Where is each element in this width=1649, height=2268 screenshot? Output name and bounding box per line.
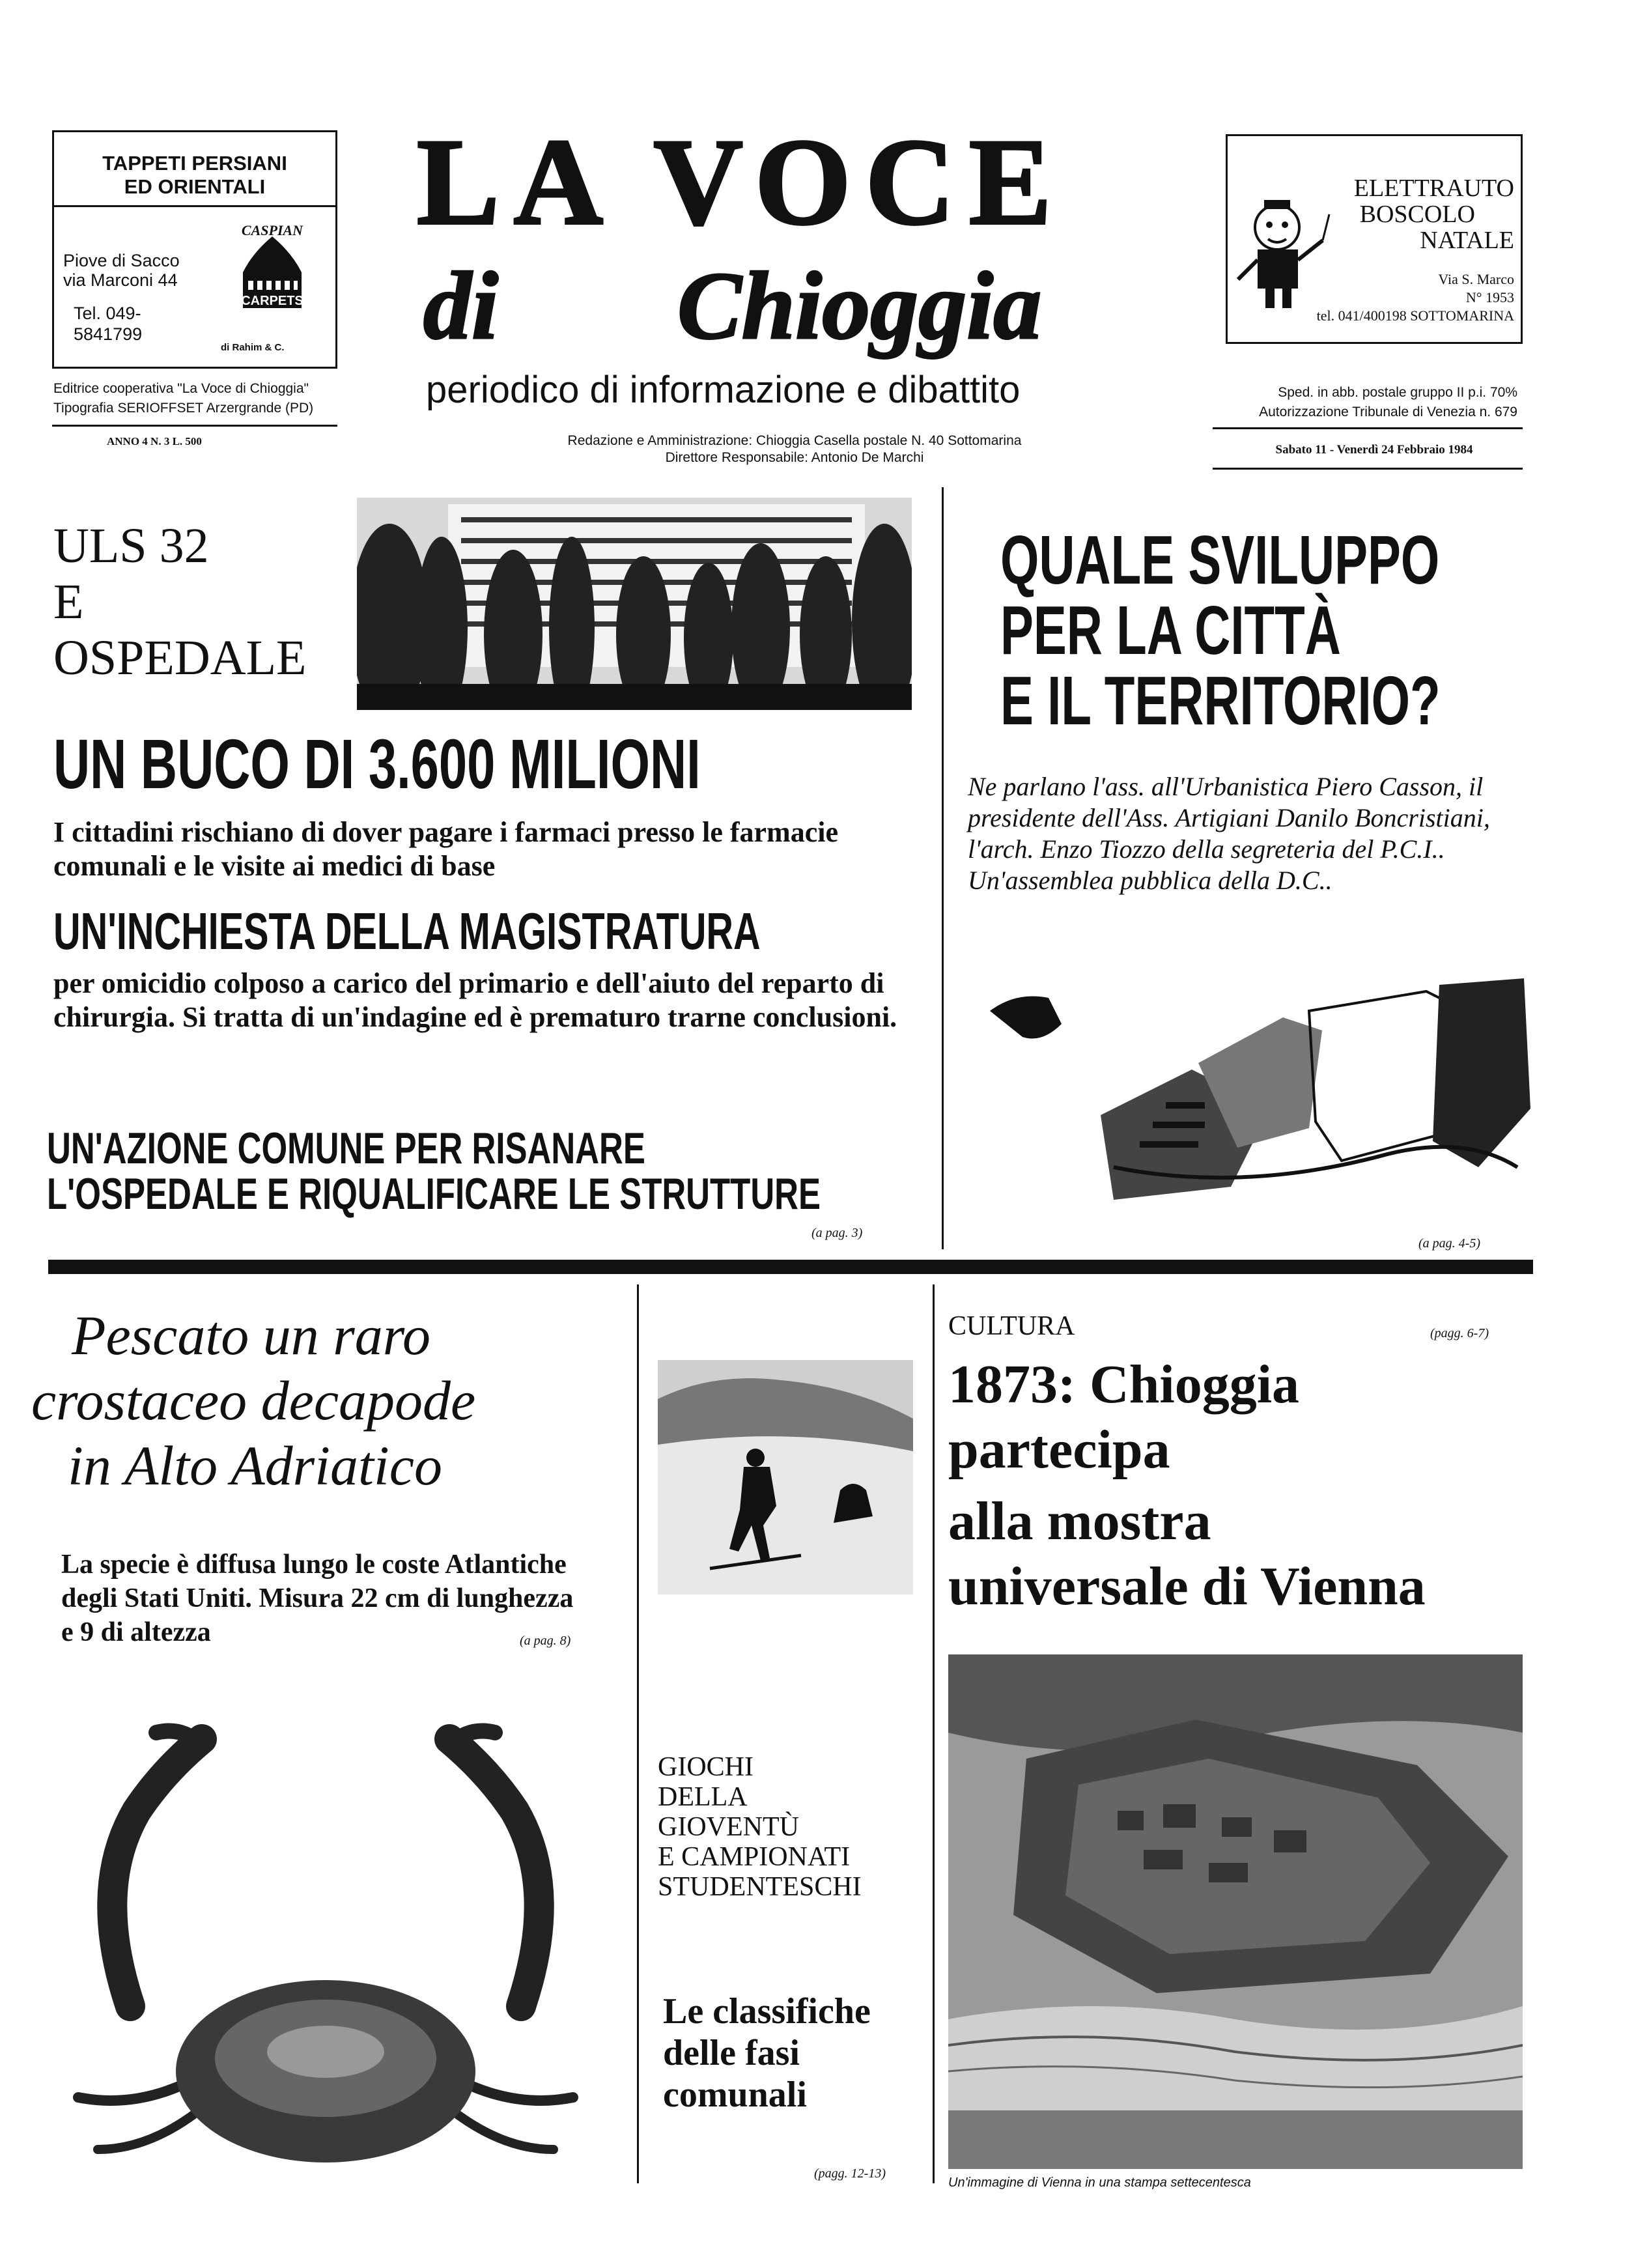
cultura-headline-line2: partecipa: [948, 1419, 1170, 1480]
elettrauto-ad-address: [1299, 270, 1514, 325]
carpet-ad: [52, 130, 337, 369]
giochi-page-ref: (pagg. 12-13): [814, 2166, 886, 2181]
carpet-ad-phone: [74, 303, 142, 345]
uls-deck2: per omicidio colposo a carico del primario e dell'aiuto del reparto di chirurgia. Si tratta di un'indagine ed è prematuro trarne conclusioni.: [53, 967, 897, 1033]
editorial-line2: Direttore Responsabile: Antonio De Marchi: [665, 450, 924, 465]
divider: [54, 205, 335, 207]
column-divider: [942, 487, 944, 1249]
carpet-ad-address-line2: via Marconi 44: [63, 270, 178, 290]
divider: [1213, 427, 1523, 429]
column-divider: [933, 1284, 935, 2183]
cultura-headline-line3: alla mostra: [948, 1491, 1211, 1552]
giochi-line1: GIOCHI: [658, 1752, 754, 1782]
uls-headline3-line2: L'OSPEDALE E RIQUALIFICARE LE STRUTTURE: [47, 1169, 821, 1219]
crostaceo-headline-line3: in Alto Adriatico: [68, 1434, 442, 1497]
uls-headline2: UN'INCHIESTA DELLA MAGISTRATURA: [53, 902, 761, 960]
giochi-line3: GIOVENTÙ: [658, 1812, 799, 1842]
uls-kicker: [53, 518, 306, 686]
crostaceo-deck: La specie è diffusa lungo le coste Atlantiche degli Stati Uniti. Misura 22 cm di lunghezza e 9 di altezza: [61, 1550, 574, 1647]
hospital-photo: [357, 498, 912, 710]
elettrauto-line2: BOSCOLO: [1359, 201, 1475, 228]
masthead-subtitle: periodico di informazione e dibattito: [426, 369, 1021, 411]
crostaceo-headline: [31, 1303, 476, 1498]
divider: [1213, 468, 1523, 470]
elettrauto-line1: ELETTRAUTO: [1353, 175, 1514, 202]
sviluppo-headline-line3: E IL TERRITORIO?: [1000, 662, 1441, 739]
vienna-caption: Un'immagine di Vienna in una stampa settecentesca: [948, 2176, 1251, 2190]
editorial-line1: Redazione e Amministrazione: Chioggia Casella postale N. 40 Sottomarina: [567, 433, 1022, 448]
uls-headline3: [47, 1126, 821, 1217]
caspian-carpets-logo: [217, 223, 328, 328]
crab-illustration: [52, 1707, 599, 2202]
carpet-ad-heading: [54, 152, 335, 199]
carpet-ad-address: [63, 251, 180, 290]
carpet-ad-heading-line2: ED ORIENTALI: [124, 175, 266, 198]
giochi-headline: [658, 1752, 862, 1902]
elettrauto-line6: tel. 041/400198 SOTTOMARINA: [1316, 307, 1514, 324]
sviluppo-headline: [1000, 522, 1441, 739]
postal-line2: Autorizzazione Tribunale di Venezia n. 679: [1259, 404, 1517, 419]
issue-date: Sabato 11 - Venerdì 24 Febbraio 1984: [1275, 443, 1473, 457]
ski-photo-image: [658, 1360, 913, 1595]
postal-info: [1211, 383, 1517, 422]
sviluppo-headline-line2: PER LA CITTÀ: [1000, 592, 1341, 669]
sviluppo-deck: Ne parlano l'ass. all'Urbanistica Piero Casson, il presidente dell'Ass. Artigiani Danilo Boncristiani, l'arch. Enzo Tiozzo della segreteria del P.C.I.. Un'assemblea pubblica della D.C..: [968, 772, 1490, 895]
title-la-voce: LA VOCE: [417, 114, 1066, 251]
vienna-engraving: [948, 1654, 1523, 2169]
divider: [52, 425, 337, 427]
carpets-logo-text: CARPETS: [241, 294, 303, 308]
crostaceo-headline-line1: Pescato un raro: [72, 1304, 430, 1367]
vienna-engraving-image: [948, 1654, 1523, 2169]
carpet-ad-phone-line1: Tel. 049-: [74, 304, 141, 323]
publisher-info: [53, 379, 313, 418]
uls-kicker-line3: OSPEDALE: [53, 631, 307, 685]
publisher-line2: Tipografia SERIOFFSET Arzergrande (PD): [53, 401, 314, 416]
elettrauto-line5: N° 1953: [1465, 289, 1514, 305]
giochi-line2: DELLA: [658, 1782, 748, 1812]
caspian-logo-text: CASPIAN: [241, 223, 303, 238]
giochi-line5: STUDENTESCHI: [658, 1872, 862, 1902]
city-map-image: [983, 972, 1537, 1213]
title-di: di: [423, 253, 499, 360]
title-chioggia: Chioggia: [677, 253, 1042, 360]
carpet-ad-heading-line1: TAPPETI PERSIANI: [102, 152, 287, 175]
giochi-subhead-line1: Le classifiche: [663, 1991, 871, 2032]
publisher-line1: Editrice cooperativa "La Voce di Chioggia": [53, 381, 309, 396]
cultura-page-ref: (pagg. 6-7): [1430, 1326, 1489, 1340]
uls-headline: UN BUCO DI 3.600 MILIONI: [53, 724, 701, 803]
uls-deck: I cittadini rischiano di dover pagare i farmaci presso le farmacie comunali e le visite ai medici di base: [53, 816, 838, 882]
crostaceo-headline-line2: crostaceo decapode: [31, 1369, 476, 1432]
ski-photo: [658, 1360, 913, 1595]
uls-page-ref: (a pag. 3): [811, 1226, 863, 1240]
cultura-headline-line1: 1873: Chioggia: [948, 1354, 1300, 1415]
elettrauto-ad-name: [1299, 175, 1514, 253]
carpet-ad-phone-line2: 5841799: [74, 324, 143, 344]
giochi-subhead: [663, 1991, 871, 2116]
section-divider: [48, 1260, 1533, 1274]
column-divider: [637, 1284, 639, 2183]
postal-line1: Sped. in abb. postale gruppo II p.i. 70%: [1278, 385, 1517, 400]
hospital-photo-image: [357, 498, 912, 710]
elettrauto-ad: [1226, 134, 1523, 344]
city-map: [983, 972, 1537, 1213]
issue-number: ANNO 4 N. 3 L. 500: [107, 435, 202, 447]
giochi-line4: E CAMPIONATI: [658, 1842, 851, 1872]
giochi-subhead-line3: comunali: [663, 2075, 807, 2115]
masthead-title-line1: [417, 114, 1179, 251]
elettrauto-line3: NATALE: [1420, 227, 1514, 254]
uls-headline3-line1: UN'AZIONE COMUNE PER RISANARE: [47, 1124, 645, 1173]
elettrauto-line4: Via S. Marco: [1438, 271, 1514, 287]
crostaceo-page-ref: (a pag. 8): [520, 1634, 571, 1648]
sviluppo-headline-line1: QUALE SVILUPPO: [1000, 522, 1440, 599]
editorial-info: [456, 432, 1133, 466]
sviluppo-page-ref: (a pag. 4-5): [1418, 1236, 1480, 1251]
cultura-section-label: CULTURA: [948, 1311, 1075, 1341]
carpet-ad-address-line1: Piove di Sacco: [63, 251, 180, 270]
cultura-headline-line4: universale di Vienna: [948, 1556, 1426, 1617]
carpet-ad-logo-caption: di Rahim & C.: [221, 342, 285, 353]
uls-kicker-line2: E: [53, 574, 84, 629]
cultura-headline: [948, 1352, 1426, 1619]
uls-kicker-line1: ULS 32: [53, 518, 209, 573]
giochi-subhead-line2: delle fasi: [663, 2033, 800, 2073]
